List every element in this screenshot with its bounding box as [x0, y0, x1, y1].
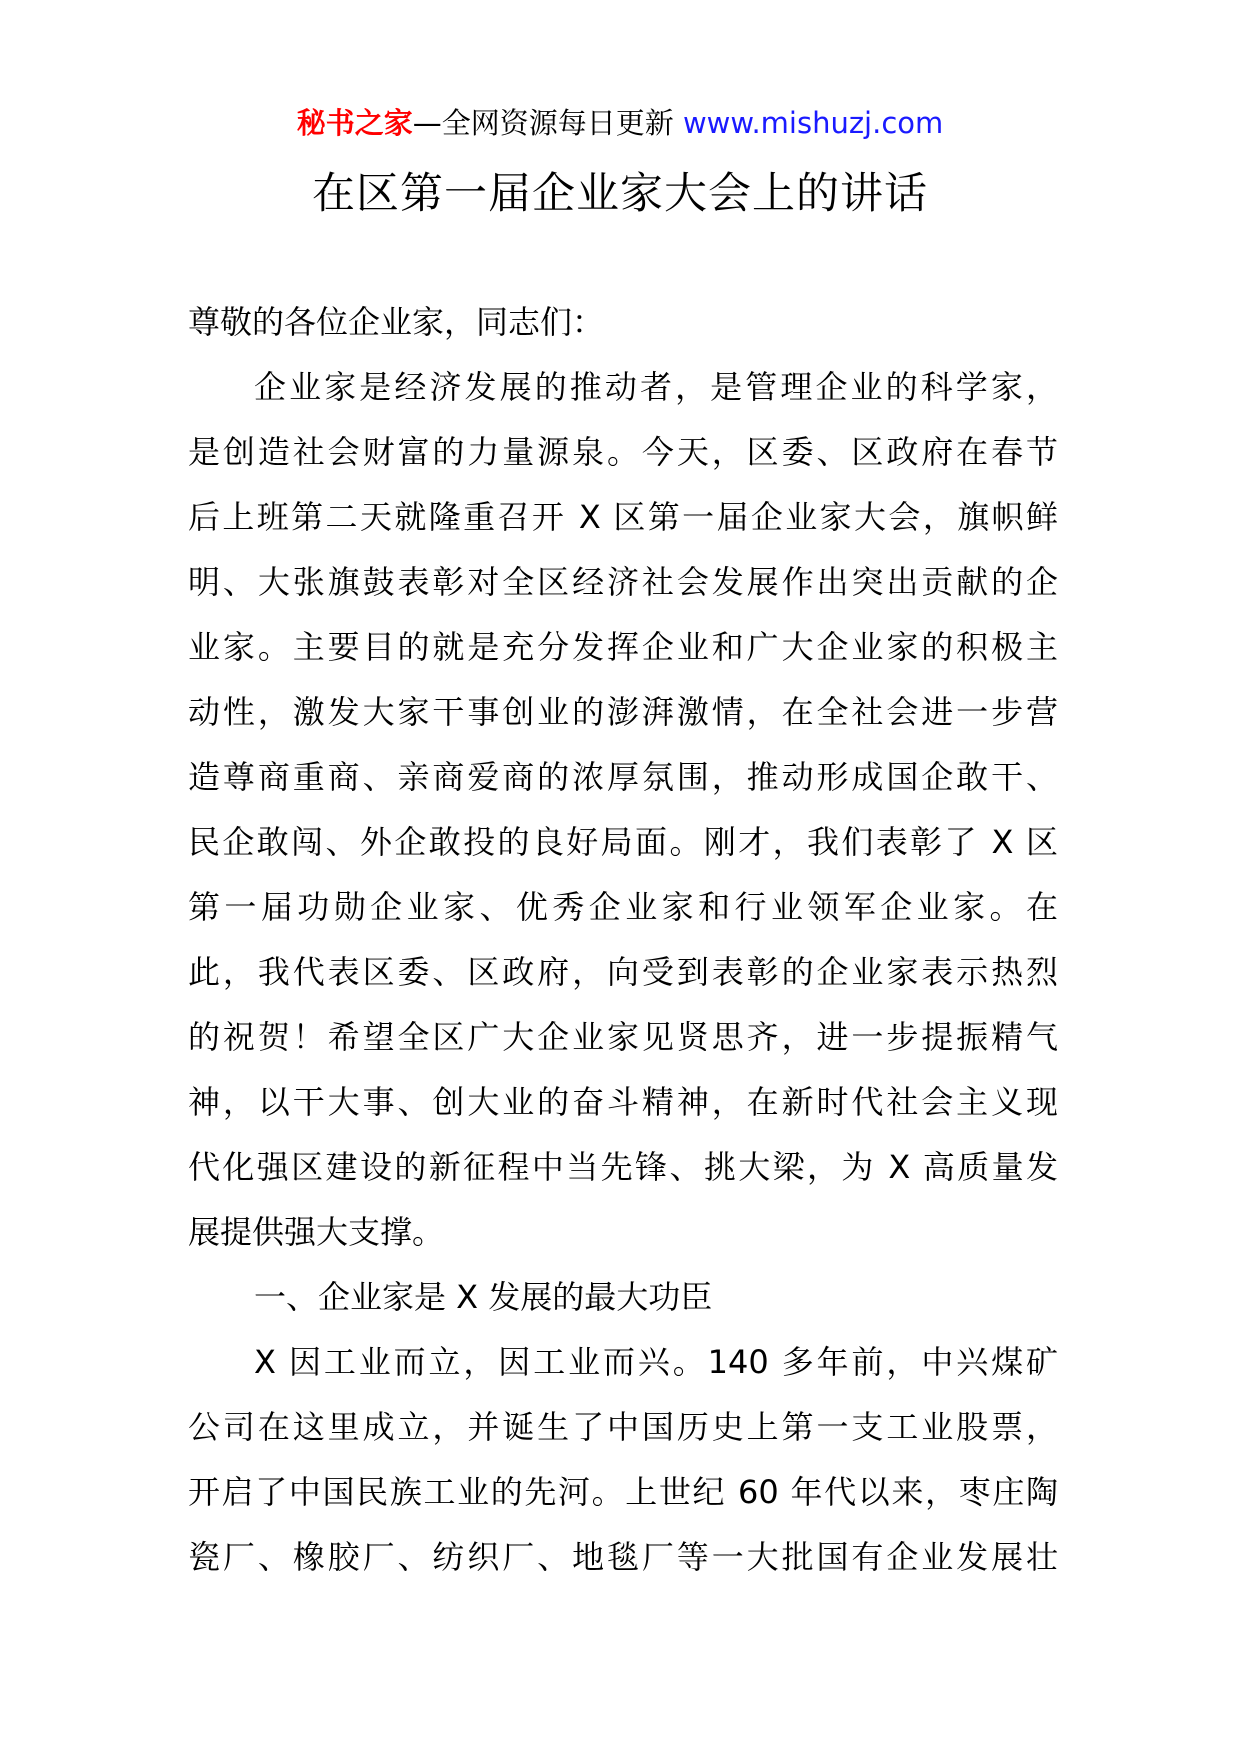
site-banner [0, 103, 1240, 143]
document-body [188, 290, 1058, 1590]
paragraph-line: 开启了中国民族工业的先河。上世纪 60 年代以来，枣庄陶 [188, 1473, 1058, 1511]
site-tagline: —全网资源每日更新 [412, 106, 683, 140]
paragraph-line: 瓷厂、橡胶厂、纺织厂、地毯厂等一大批国有企业发展壮 [188, 1538, 1058, 1576]
document-title: 在区第一届企业家大会上的讲话 [312, 169, 928, 219]
site-brand: 秘书之家 [296, 106, 413, 140]
paragraph-line: 是创造社会财富的力量源泉。今天，区委、区政府在春节 [188, 433, 1058, 471]
paragraph-line: 的祝贺！希望全区广大企业家见贤思齐，进一步提振精气 [188, 1018, 1058, 1056]
paragraph-line: 后上班第二天就隆重召开 X 区第一届企业家大会，旗帜鲜 [188, 498, 1058, 536]
salutation: 尊敬的各位企业家，同志们： [188, 303, 605, 341]
paragraph-line: 业家。主要目的就是充分发挥企业和广大企业家的积极主 [188, 628, 1058, 666]
section-heading: 一、企业家是 X 发展的最大功臣 [254, 1278, 713, 1316]
paragraph-line: 代化强区建设的新征程中当先锋、挑大梁，为 X 高质量发 [188, 1148, 1058, 1186]
paragraph-line: 第一届功勋企业家、优秀企业家和行业领军企业家。在 [188, 888, 1058, 926]
paragraph-line: X 因工业而立，因工业而兴。140 多年前，中兴煤矿 [254, 1343, 1058, 1381]
paragraph-line: 造尊商重商、亲商爱商的浓厚氛围，推动形成国企敢干、 [188, 758, 1058, 796]
paragraph-line: 展提供强大支撑。 [188, 1213, 445, 1251]
paragraph-line: 神，以干大事、创大业的奋斗精神，在新时代社会主义现 [188, 1083, 1058, 1121]
paragraph-line: 公司在这里成立，并诞生了中国历史上第一支工业股票， [188, 1408, 1058, 1446]
paragraph-line: 动性，激发大家干事创业的澎湃激情，在全社会进一步营 [188, 693, 1058, 731]
paragraph-line: 民企敢闯、外企敢投的良好局面。刚才，我们表彰了 X 区 [188, 823, 1058, 861]
paragraph-line: 此，我代表区委、区政府，向受到表彰的企业家表示热烈 [188, 953, 1058, 991]
site-url-link[interactable]: www.mishuzj.com [682, 106, 944, 140]
paragraph-line: 明、大张旗鼓表彰对全区经济社会发展作出突出贡献的企 [188, 563, 1058, 601]
paragraph-line: 企业家是经济发展的推动者，是管理企业的科学家， [254, 368, 1058, 406]
